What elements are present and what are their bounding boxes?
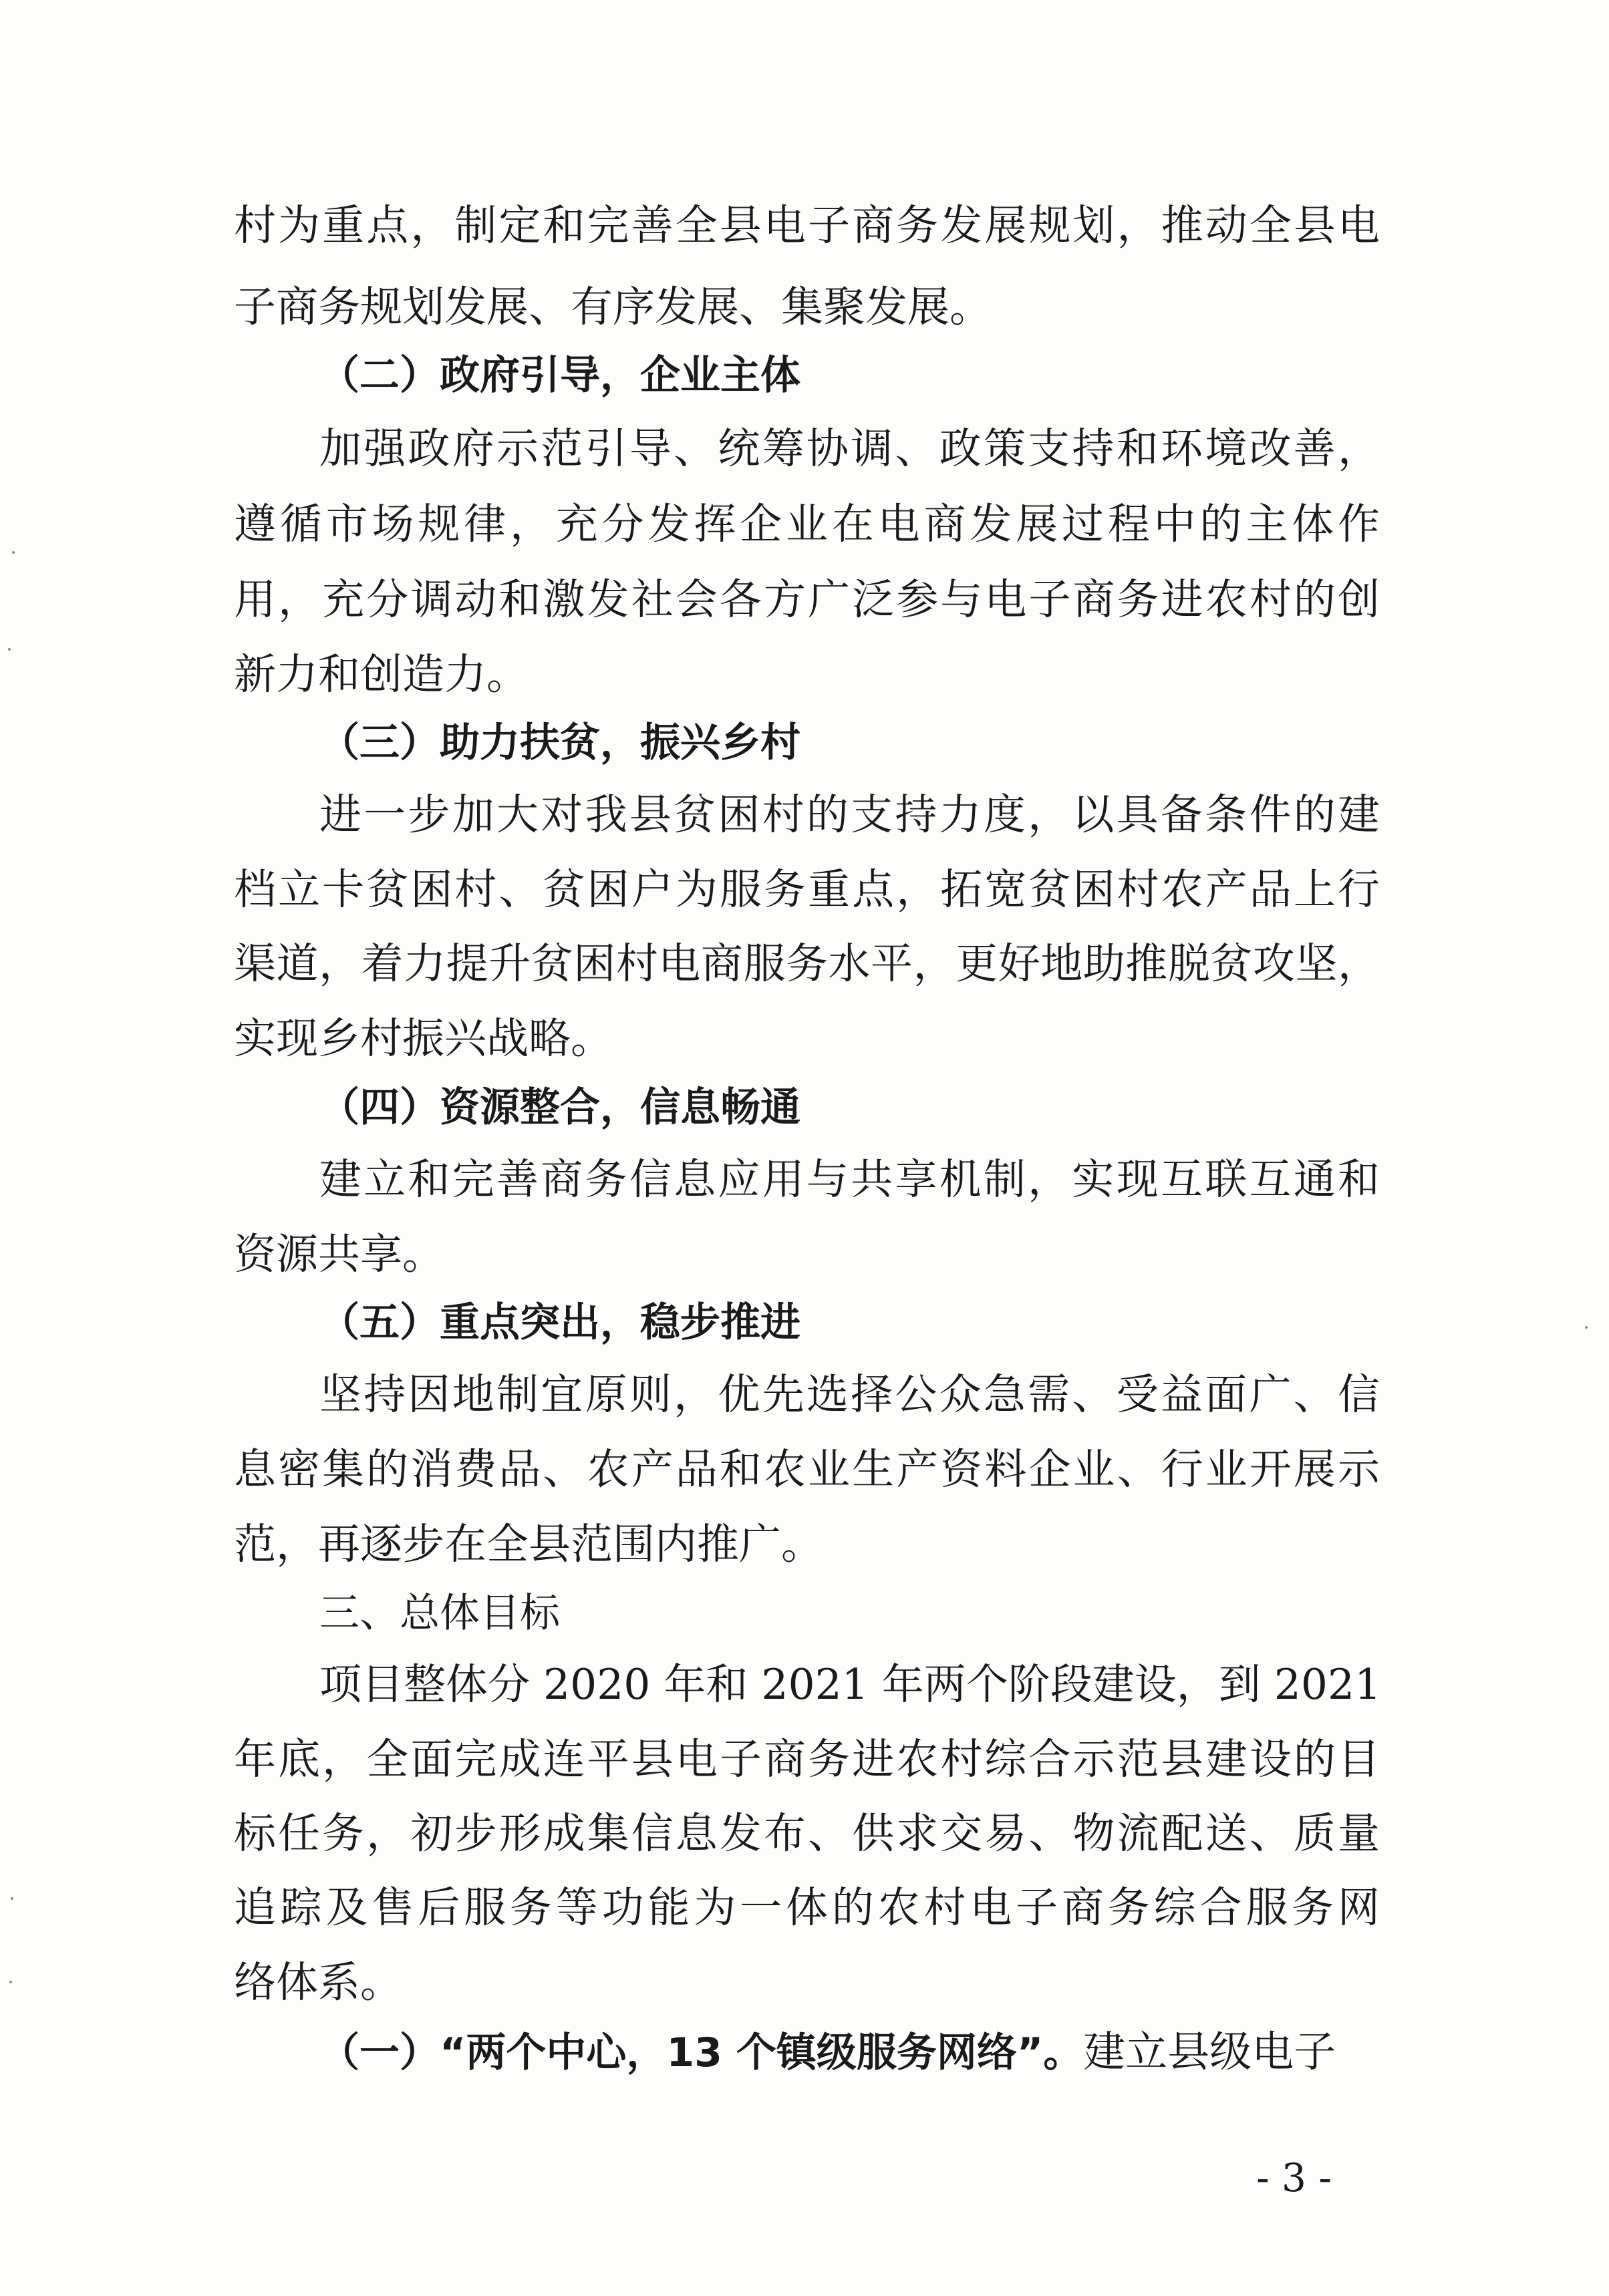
text-line-19: 范，再逐步在全县范围内推广。 (234, 1520, 823, 1569)
scan-speck (11, 1897, 13, 1900)
text-line-22: 年底，全面完成连平县电子商务进农村综合示范县建设的目 (234, 1735, 1380, 1784)
text-line-15: 资源共享。 (234, 1230, 444, 1279)
scan-speck (1585, 1326, 1588, 1329)
text-line-2: 子商务规划发展、有序发展、集聚发展。 (234, 283, 992, 331)
text-line-12: 实现乡村振兴战略。 (234, 1014, 613, 1063)
text-line-26 (319, 2025, 1336, 2080)
text-line-26-tail: 建立县级电子 (1083, 2027, 1336, 2076)
text-line-17: 坚持因地制宜原则，优先选择公众急需、受益面广、信 (319, 1370, 1380, 1419)
text-line-11: 渠道，着力提升贫困村电商服务水平，更好地助推脱贫攻坚， (234, 939, 1380, 988)
text-line-25: 络体系。 (234, 1958, 402, 2007)
text-line-21: 项目整体分 2020 年和 2021 年两个阶段建设，到 2021 (319, 1660, 1382, 1709)
text-line-14: 建立和完善商务信息应用与共享机制，实现互联互通和 (319, 1155, 1380, 1204)
text-line-23: 标任务，初步形成集信息发布、供求交易、物流配送、质量 (234, 1809, 1380, 1858)
text-line-7: 新力和创造力。 (234, 650, 529, 699)
scan-speck (9, 1981, 12, 1983)
text-line-18: 息密集的消费品、农产品和农业生产资料企业、行业开展示 (234, 1445, 1380, 1494)
text-line-6: 用，充分调动和激发社会各方广泛参与电子商务进农村的创 (234, 575, 1380, 624)
text-line-1: 村为重点，制定和完善全县电子商务发展规划，推动全县电 (234, 201, 1380, 250)
heading-poverty-alleviation: （三）助力扶贫，振兴乡村 (319, 719, 800, 766)
heading-resource-integration: （四）资源整合，信息畅通 (319, 1084, 800, 1131)
scan-speck (8, 648, 11, 651)
scan-speck (12, 551, 15, 554)
text-line-5: 遵循市场规律，充分发挥企业在电商发展过程中的主体作 (234, 500, 1380, 548)
heading-two-centers: （一）“两个中心，13 个镇级服务网络”。 (319, 2029, 1084, 2076)
heading-key-points: （五）重点突出，稳步推进 (319, 1299, 800, 1346)
section-title-overall-goals: 三、总体目标 (319, 1590, 560, 1637)
text-line-9: 进一步加大对我县贫困村的支持力度，以具备条件的建 (319, 790, 1380, 839)
text-line-24: 追踪及售后服务等功能为一体的农村电子商务综合服务网 (234, 1883, 1380, 1932)
text-line-10: 档立卡贫困村、贫困户为服务重点，拓宽贫困村农产品上行 (234, 865, 1380, 914)
text-line-4: 加强政府示范引导、统筹协调、政策支持和环境改善， (319, 424, 1380, 473)
heading-government-guidance: （二）政府引导，企业主体 (319, 352, 800, 399)
page-number: - 3 - (1256, 2155, 1332, 2200)
